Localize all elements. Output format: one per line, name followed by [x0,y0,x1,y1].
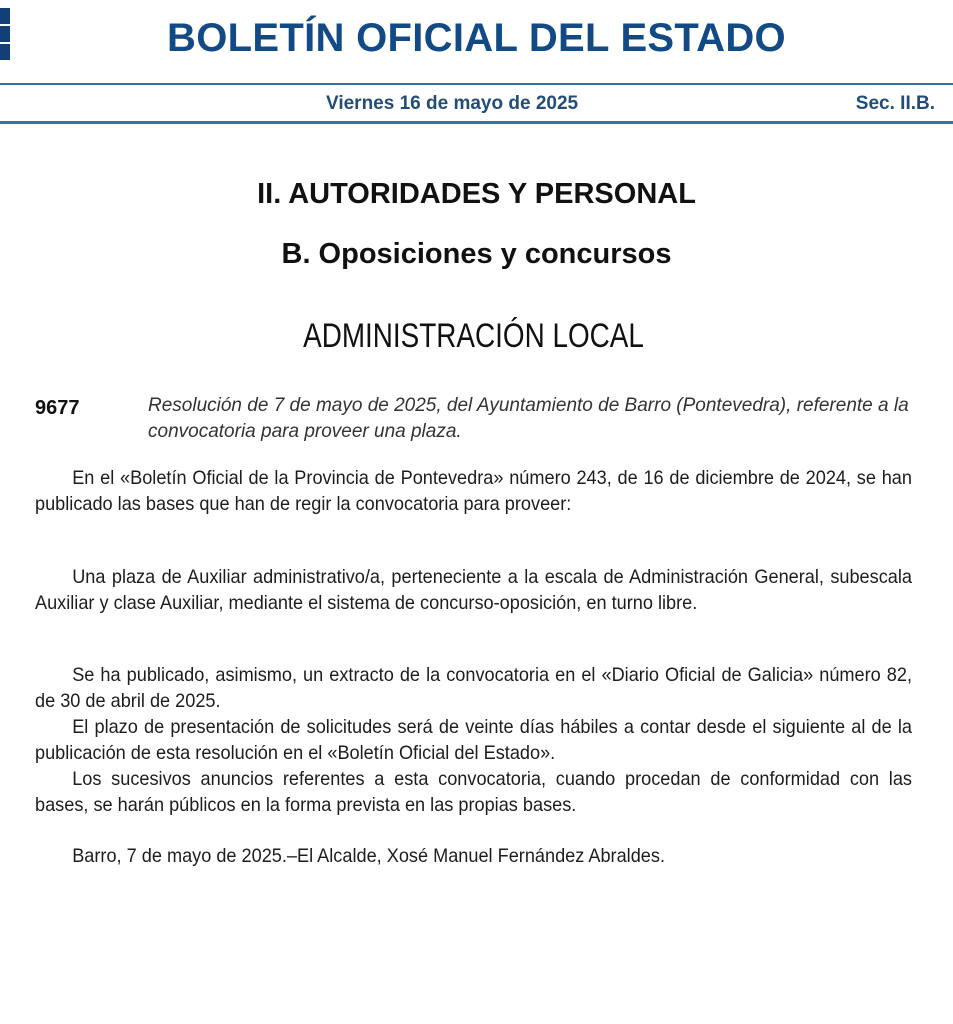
paragraph [35,766,912,818]
paragraph [35,564,912,616]
section-code: Sec. II.B. [855,93,935,114]
signature [35,843,912,869]
masthead-title: BOLETÍN OFICIAL DEL ESTADO [167,16,786,60]
signature-text: Barro, 7 de mayo de 2025.–El Alcalde, Xosé Manuel Fernández Abraldes. [72,845,665,867]
administration-heading: ADMINISTRACIÓN LOCAL [303,317,644,355]
paragraph-text: Se ha publicado, asimismo, un extracto de la convocatoria en el «Diario Oficial de Galicia» número 82, de 30 de abril de 2025. [35,664,912,712]
paragraph [35,714,912,766]
subsection-heading: B. Oposiciones y concursos [281,238,672,270]
entry-title: Resolución de 7 de mayo de 2025, del Ayuntamiento de Barro (Pontevedra), referente a la convocatoria para proveer una plaza. [148,395,909,442]
header-rule-top [0,83,953,85]
paragraph-text: Los sucesivos anuncios referentes a esta convocatoria, cuando procedan de conformidad con las bases, se harán públicos en la forma prevista en las propias bases. [35,768,912,816]
publication-date: Viernes 16 de mayo de 2025 [326,93,579,114]
paragraph-text: El plazo de presentación de solicitudes será de veinte días hábiles a contar desde el siguiente al de la publicación de esta resolución en el «Boletín Oficial del Estado». [35,716,912,764]
section-heading: II. AUTORIDADES Y PERSONAL [257,178,696,210]
header-rule-bottom [0,121,953,124]
paragraph [35,662,912,714]
date-line [0,92,953,116]
paragraph [35,465,912,517]
paragraph-text: Una plaza de Auxiliar administrativo/a, perteneciente a la escala de Administración General, subescala Auxiliar y clase Auxiliar, mediante el sistema de concurso-oposición, en turno libre. [35,566,912,614]
paragraph-text: En el «Boletín Oficial de la Provincia de Pontevedra» número 243, de 16 de diciembre de 2024, se han publicado las bases que han de regir la convocatoria para proveer: [35,467,912,515]
entry-number: 9677 [35,397,80,419]
